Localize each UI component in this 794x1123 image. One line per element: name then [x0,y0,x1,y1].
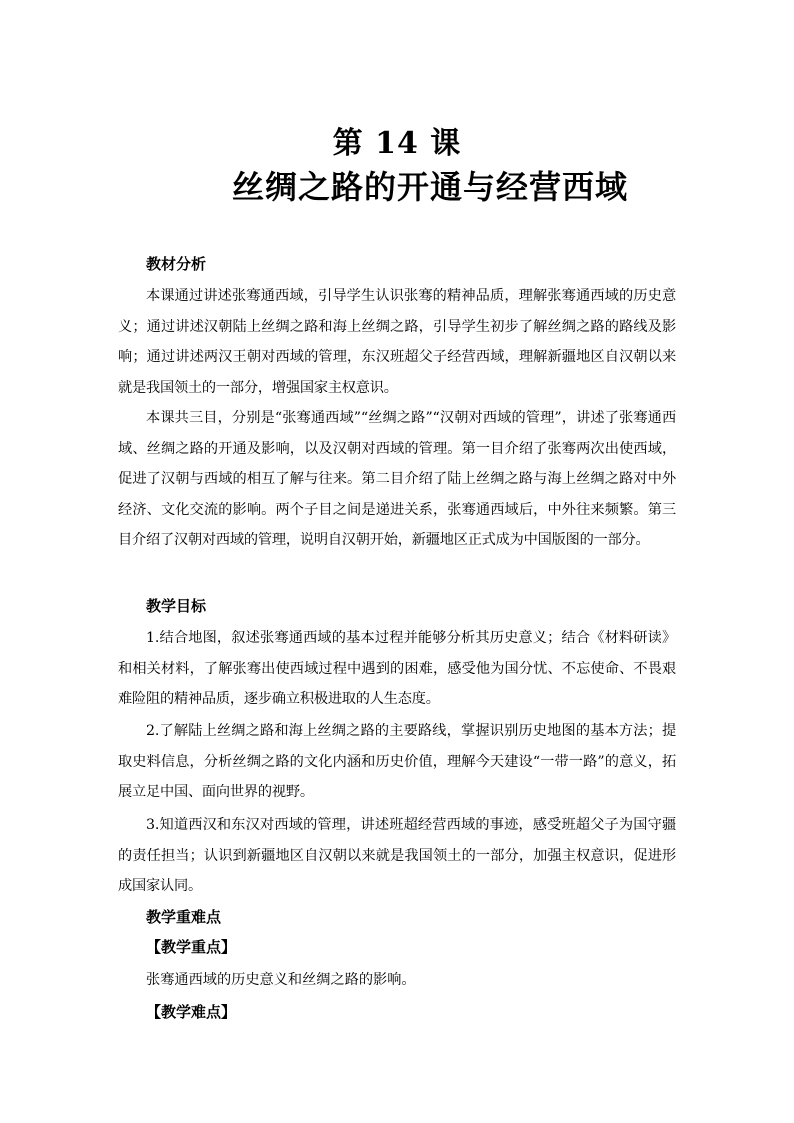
lesson-number-title: 第 14 课 [332,126,462,161]
objectives-heading: 教学目标 [146,597,207,615]
objective-item-1: 1.结合地图，叙述张骞通西域的基本过程并能够分析其历史意义；结合《材料研读》和相关材料，了解张骞出使西域过程中遇到的困难，感受他为国分忧、不忘使命、不畏艰难险阻的精神品质，逐步确立积极进取的人生态度。 [118,630,676,707]
lesson-title: 丝绸之路的开通与经营西域 [232,168,629,206]
objective-item-2: 2.了解陆上丝绸之路和海上丝绸之路的主要路线，掌握识别历史地图的基本方法；提取史料信息，分析丝绸之路的文化内涵和历史价值，理解今天建设“一带一路”的意义，拓展立足中国、面向世界的视野。 [118,723,676,800]
focus-text: 张骞通西域的历史意义和丝绸之路的影响。 [146,972,416,988]
key-points-heading: 教学重难点 [146,908,222,926]
analysis-paragraph-2: 本课共三目，分别是“张骞通西域”“丝绸之路”“汉朝对西域的管理”，讲述了张骞通西域、丝绸之路的开通及影响，以及汉朝对西域的管理。第一目介绍了张骞两次出使西域，促进了汉朝与西域的相互了解与往来。第二目介绍了陆上丝绸之路与海上丝绸之路对中外经济、文化交流的影响。两个子目之间是递进关系，张骞通西域后，中外往来频繁。第三目介绍了汉朝对西域的管理，说明自汉朝开始，新疆地区正式成为中国版图的一部分。 [118,410,676,548]
analysis-paragraph-1: 本课通过讲述张骞通西域，引导学生认识张骞的精神品质，理解张骞通西域的历史意义；通过讲述汉朝陆上丝绸之路和海上丝绸之路，引导学生初步了解丝绸之路的路线及影响；通过讲述两汉王朝对西域的管理，东汉班超父子经营西域，理解新疆地区自汉朝以来就是我国领土的一部分，增强国家主权意识。 [118,288,676,396]
focus-label: 【教学重点】 [146,938,237,956]
objective-item-3: 3.知道西汉和东汉对西域的管理，讲述班超经营西域的事迹，感受班超父子为国守疆的责任担当；认识到新疆地区自汉朝以来就是我国领土的一部分，加强主权意识，促进形成国家认同。 [118,817,676,894]
difficulty-label: 【教学难点】 [146,1003,237,1021]
analysis-heading: 教材分析 [146,255,207,273]
